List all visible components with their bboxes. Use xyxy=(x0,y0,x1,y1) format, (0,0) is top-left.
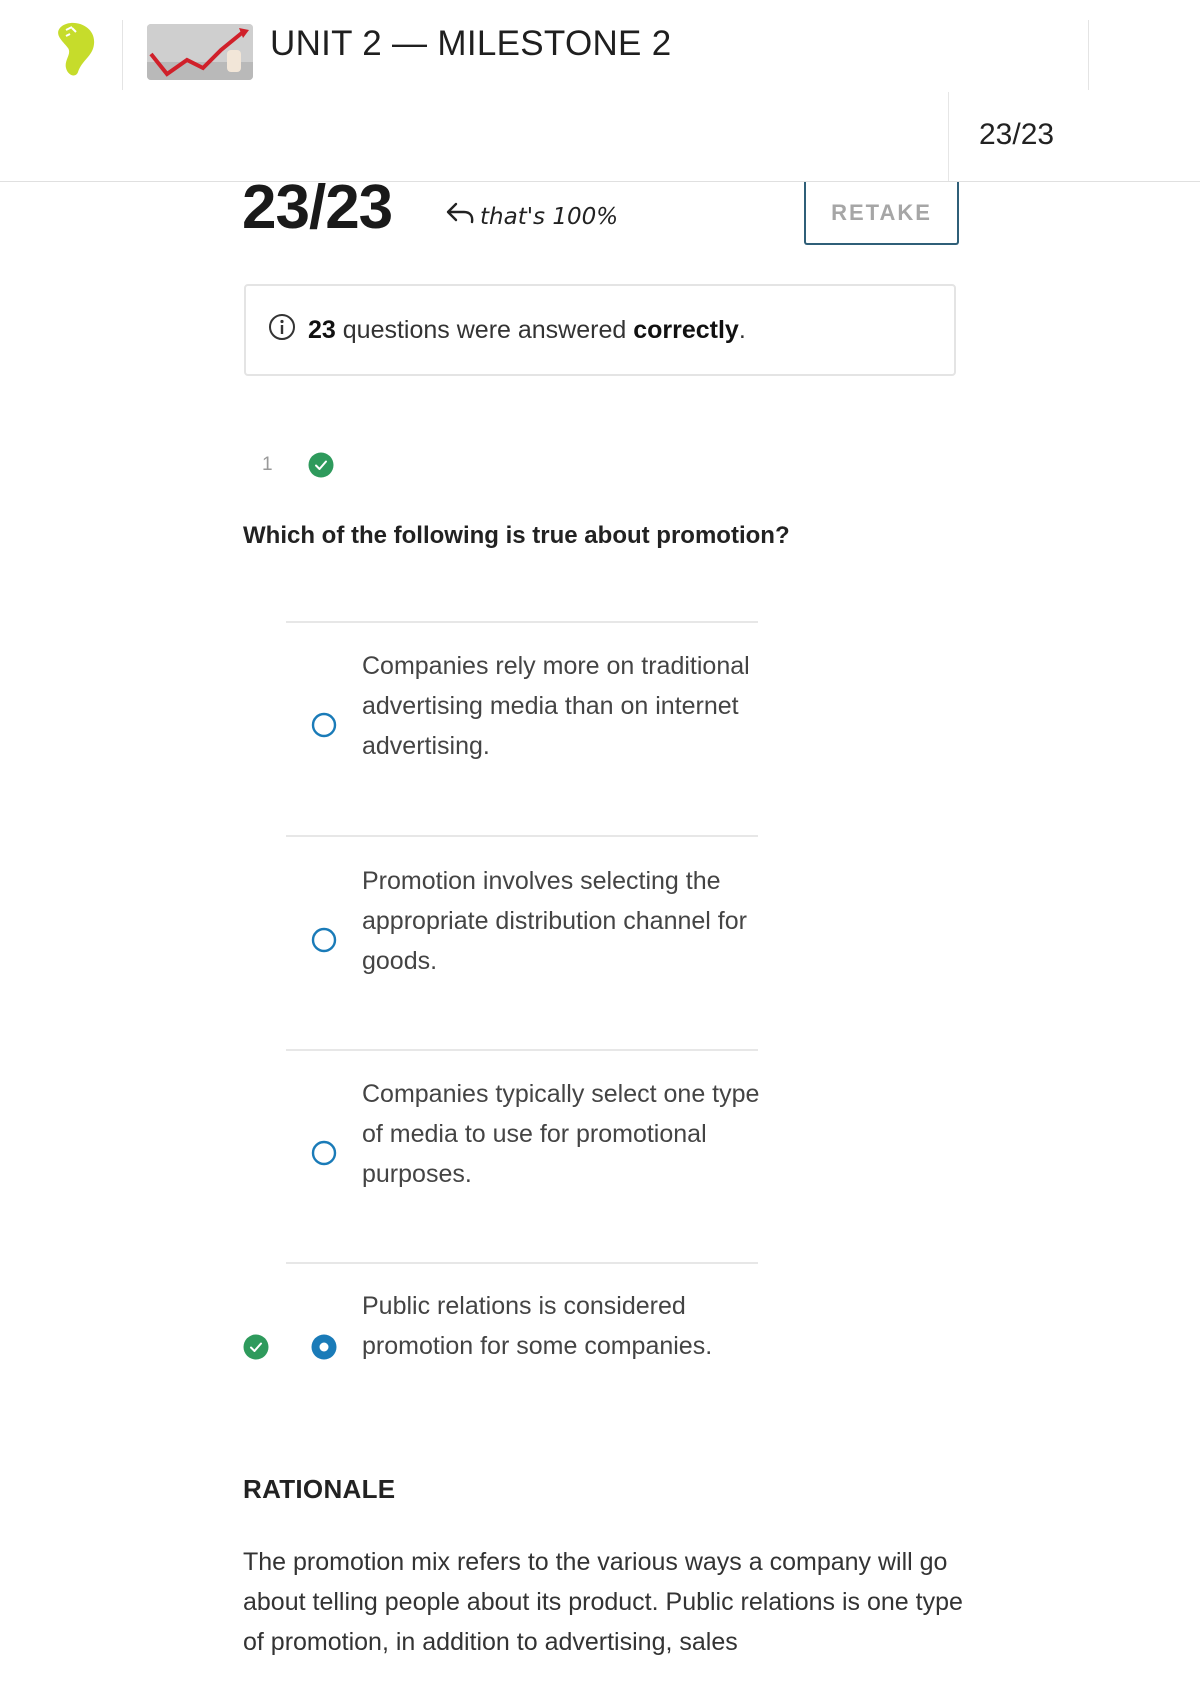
header-score-box xyxy=(948,92,1200,182)
option-divider xyxy=(286,1049,758,1051)
option-divider xyxy=(286,621,758,623)
answer-option-4[interactable] xyxy=(0,1282,1200,1402)
option-text: Public relations is considered promotion for some companies. xyxy=(362,1292,713,1360)
unit-title: UNIT 2 — MILESTONE 2 xyxy=(270,24,672,63)
answer-option-3[interactable] xyxy=(0,1068,1200,1248)
correct-answer-check-icon xyxy=(243,1334,269,1365)
curved-arrow-icon xyxy=(444,200,476,234)
option-text: Companies rely more on traditional advertising media than on internet advertising. xyxy=(362,652,750,760)
rationale-text: The promotion mix refers to the various ways a company will go about telling people about its product. Public relations is one type of promotion, in addition to advertising, sales xyxy=(243,1548,963,1656)
score-total: 23/23 xyxy=(242,173,393,242)
percent-note xyxy=(444,200,618,234)
header-separator xyxy=(1088,20,1089,90)
option-divider xyxy=(286,835,758,837)
question-number: 1 xyxy=(262,454,273,475)
answer-option-2[interactable] xyxy=(0,855,1200,1035)
lesson-thumbnail xyxy=(147,24,253,80)
option-text: Promotion involves selecting the appropriate distribution channel for goods. xyxy=(362,867,747,975)
info-text-bold: correctly xyxy=(633,315,739,344)
info-icon xyxy=(268,313,296,348)
question-correct-check-icon xyxy=(308,452,334,483)
header-separator xyxy=(122,20,123,90)
info-text-after: . xyxy=(738,315,746,344)
results-info-box xyxy=(244,284,956,376)
retake-button[interactable]: RETAKE xyxy=(804,182,959,245)
header-score: 23/23 xyxy=(979,118,1055,151)
radio-selected-icon[interactable] xyxy=(311,1334,337,1365)
option-divider xyxy=(286,1262,758,1264)
info-text xyxy=(308,316,746,345)
info-text-before: questions were answered xyxy=(342,315,627,344)
logo-icon[interactable] xyxy=(52,20,100,78)
radio-unselected-icon[interactable] xyxy=(311,1140,337,1171)
option-text: Companies typically select one type of media to use for promotional purposes. xyxy=(362,1080,760,1188)
info-count: 23 xyxy=(308,315,336,344)
radio-unselected-icon[interactable] xyxy=(311,712,337,743)
rationale-title: RATIONALE xyxy=(243,1474,396,1504)
percent-note-text: that's 100% xyxy=(480,204,619,230)
radio-unselected-icon[interactable] xyxy=(311,927,337,958)
top-header xyxy=(0,0,1200,182)
question-text: Which of the following is true about promotion? xyxy=(243,522,790,549)
header-divider xyxy=(0,181,1200,182)
answer-option-1[interactable] xyxy=(0,640,1200,820)
